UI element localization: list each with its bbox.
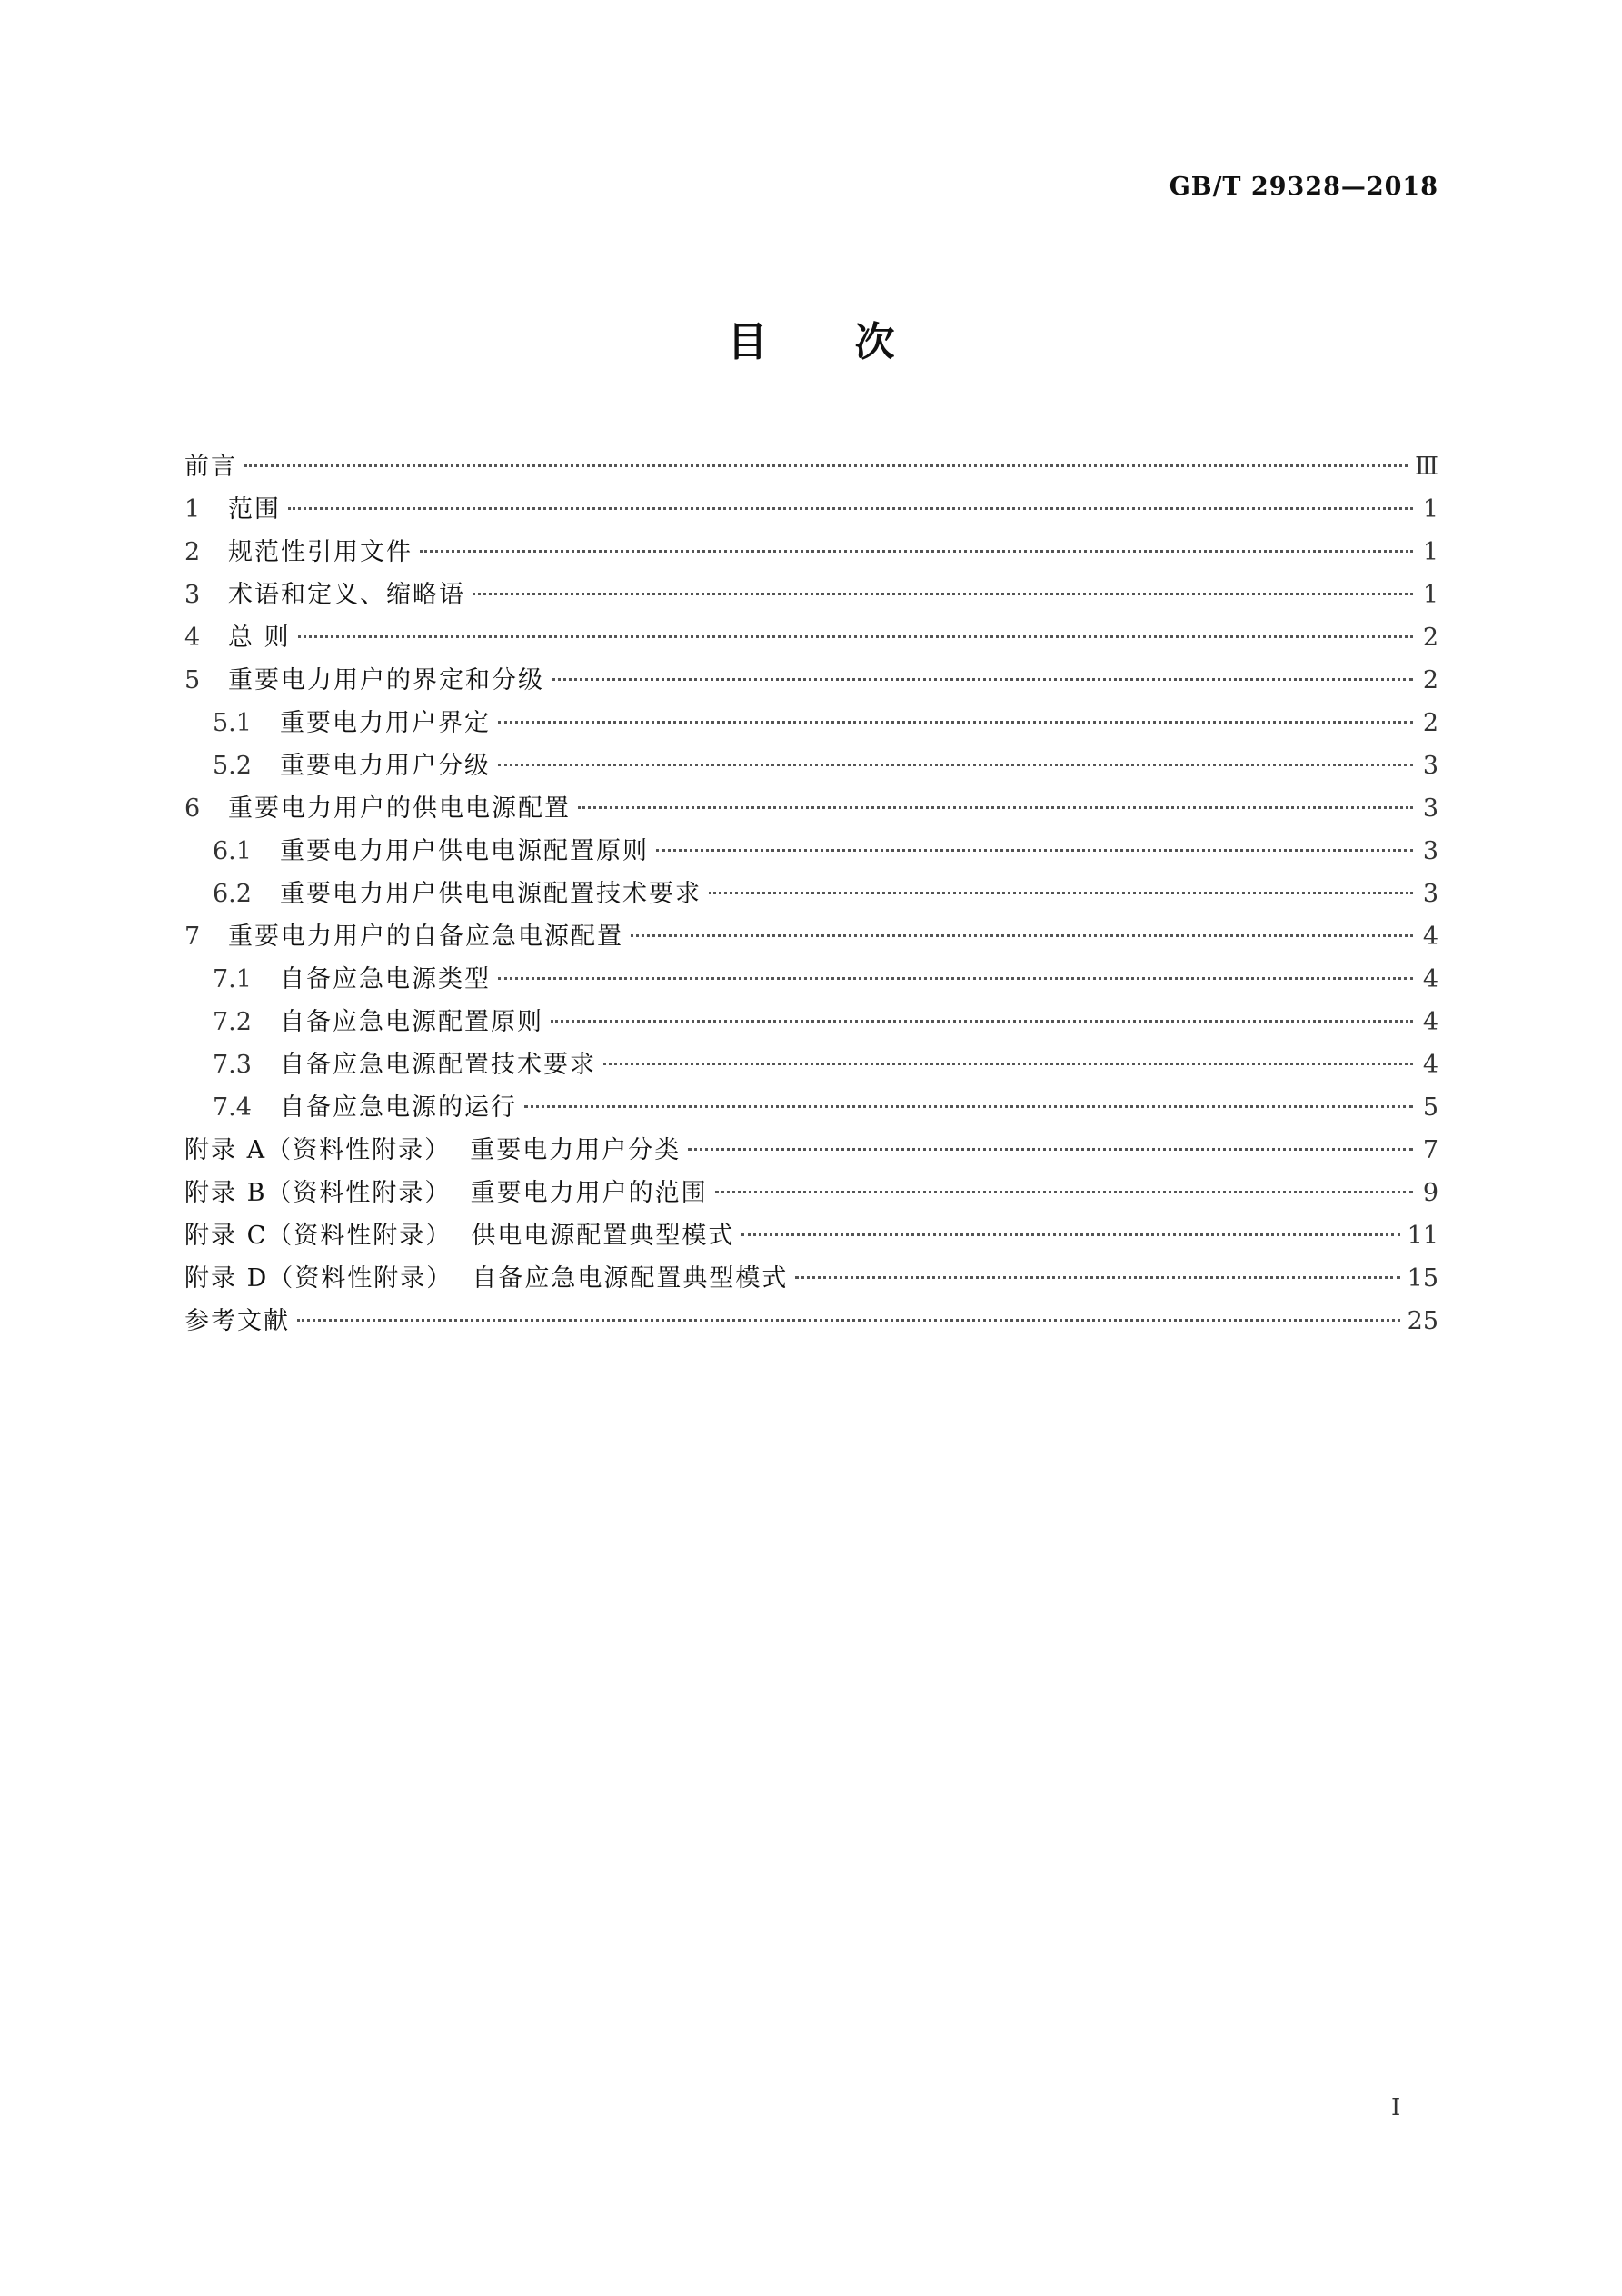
toc-entry-label: 重要电力用户的供电电源配置 bbox=[228, 794, 571, 823]
toc-entry-7-4[interactable] bbox=[184, 1086, 1438, 1129]
toc-entry-number: 5.2 bbox=[213, 752, 252, 780]
toc-entry-number: 4 bbox=[184, 624, 201, 652]
toc-entry-label: 范围 bbox=[228, 495, 281, 524]
toc-entry-page: 4 bbox=[1422, 1008, 1438, 1036]
toc-entry-appendix-b[interactable] bbox=[184, 1172, 1438, 1214]
toc-entry-label: 自备应急电源类型 bbox=[280, 965, 491, 993]
toc-entry-7-2[interactable] bbox=[184, 1001, 1438, 1043]
toc-entry-page: 3 bbox=[1422, 752, 1438, 780]
toc-entry-number: 1 bbox=[184, 495, 201, 524]
toc-entry-references[interactable] bbox=[184, 1300, 1438, 1343]
toc-entry-label: 重要电力用户供电电源配置原则 bbox=[280, 837, 649, 865]
toc-entry-label: 前言 bbox=[184, 453, 237, 481]
toc-entry-appendix-c[interactable] bbox=[184, 1214, 1438, 1257]
toc-leader-dots bbox=[420, 550, 1413, 553]
toc-entry-number: 2 bbox=[184, 538, 201, 566]
toc-entry-number: 3 bbox=[184, 581, 201, 609]
toc-entry-page: 2 bbox=[1422, 709, 1438, 737]
page-title: 目次 bbox=[727, 319, 982, 365]
toc-entry-label: 规范性引用文件 bbox=[228, 538, 413, 566]
toc-entry-number: 7 bbox=[184, 923, 201, 951]
toc-entry-1[interactable] bbox=[184, 488, 1438, 531]
toc-entry-appendix-a[interactable] bbox=[184, 1129, 1438, 1172]
toc-entry-label: 自备应急电源的运行 bbox=[280, 1093, 517, 1122]
toc-entry-6[interactable] bbox=[184, 787, 1438, 830]
toc-entry-number: 7.2 bbox=[213, 1008, 252, 1036]
toc-entry-number: 5.1 bbox=[213, 709, 252, 737]
toc-entry-label: 自备应急电源配置技术要求 bbox=[280, 1051, 596, 1079]
toc-leader-dots bbox=[473, 593, 1413, 595]
toc-entry-page: 4 bbox=[1422, 965, 1438, 993]
toc-entry-5-2[interactable] bbox=[184, 744, 1438, 787]
toc-entry-label: 附录 C（资料性附录） 供电电源配置典型模式 bbox=[184, 1222, 735, 1250]
toc-entry-page: 3 bbox=[1422, 837, 1438, 865]
toc-leader-dots bbox=[297, 1319, 1400, 1322]
toc-entry-7-1[interactable] bbox=[184, 958, 1438, 1001]
toc-entry-appendix-d[interactable] bbox=[184, 1257, 1438, 1300]
toc-entry-page: 1 bbox=[1422, 495, 1438, 524]
toc-leader-dots bbox=[795, 1276, 1399, 1279]
toc-entry-5[interactable] bbox=[184, 659, 1438, 702]
toc-entry-number: 7.1 bbox=[213, 965, 252, 993]
toc-entry-label: 重要电力用户供电电源配置技术要求 bbox=[280, 880, 702, 908]
toc-leader-dots bbox=[298, 635, 1413, 638]
toc-entry-page: 11 bbox=[1407, 1222, 1438, 1250]
toc-entry-number: 6 bbox=[184, 794, 201, 823]
toc-entry-7-3[interactable] bbox=[184, 1043, 1438, 1086]
toc-entry-number: 6.2 bbox=[213, 880, 252, 908]
toc-leader-dots bbox=[552, 678, 1413, 681]
toc-leader-dots bbox=[288, 507, 1413, 510]
toc-entry-page: 2 bbox=[1422, 624, 1438, 652]
toc-entry-page: 3 bbox=[1422, 880, 1438, 908]
toc-entry-label: 重要电力用户分级 bbox=[280, 752, 491, 780]
toc-entry-page: 1 bbox=[1422, 581, 1438, 609]
toc-leader-dots bbox=[524, 1105, 1413, 1108]
toc-entry-number: 5 bbox=[184, 666, 201, 694]
toc-leader-dots bbox=[498, 764, 1413, 766]
toc-entry-page: 7 bbox=[1422, 1136, 1438, 1164]
toc-entry-page: 9 bbox=[1422, 1179, 1438, 1207]
toc-entry-label: 参考文献 bbox=[184, 1307, 290, 1335]
toc-leader-dots bbox=[741, 1233, 1399, 1236]
toc-entry-label: 自备应急电源配置原则 bbox=[280, 1008, 543, 1036]
toc-leader-dots bbox=[498, 721, 1413, 724]
toc-entry-page: 4 bbox=[1422, 923, 1438, 951]
toc-entry-page: 25 bbox=[1407, 1307, 1438, 1335]
toc-entry-page: 2 bbox=[1422, 666, 1438, 694]
toc-leader-dots bbox=[631, 934, 1413, 937]
page-number: I bbox=[1391, 2094, 1401, 2121]
toc-entry-page: 4 bbox=[1422, 1051, 1438, 1079]
toc-entry-label: 附录 B（资料性附录） 重要电力用户的范围 bbox=[184, 1179, 708, 1207]
table-of-contents bbox=[184, 445, 1438, 1343]
toc-entry-page: 15 bbox=[1407, 1264, 1438, 1293]
toc-entry-label: 重要电力用户的界定和分级 bbox=[228, 666, 544, 694]
standard-code: GB/T 29328—2018 bbox=[1169, 173, 1438, 201]
toc-leader-dots bbox=[715, 1191, 1413, 1193]
toc-leader-dots bbox=[688, 1148, 1413, 1151]
toc-entry-label: 术语和定义、缩略语 bbox=[228, 581, 465, 609]
toc-leader-dots bbox=[498, 977, 1413, 980]
toc-entry-3[interactable] bbox=[184, 574, 1438, 616]
toc-entry-number: 7.4 bbox=[213, 1093, 252, 1122]
toc-entry-page: 3 bbox=[1422, 794, 1438, 823]
toc-entry-2[interactable] bbox=[184, 531, 1438, 574]
toc-entry-label: 重要电力用户界定 bbox=[280, 709, 491, 737]
toc-entry-7[interactable] bbox=[184, 915, 1438, 958]
toc-entry-label: 重要电力用户的自备应急电源配置 bbox=[228, 923, 623, 951]
toc-entry-6-1[interactable] bbox=[184, 830, 1438, 873]
toc-entry-label: 附录 A（资料性附录） 重要电力用户分类 bbox=[184, 1136, 682, 1164]
toc-leader-dots bbox=[244, 464, 1408, 467]
toc-entry-5-1[interactable] bbox=[184, 702, 1438, 744]
toc-entry-label: 附录 D（资料性附录） 自备应急电源配置典型模式 bbox=[184, 1264, 789, 1293]
toc-entry-foreword[interactable] bbox=[184, 445, 1438, 488]
toc-entry-number: 7.3 bbox=[213, 1051, 252, 1079]
toc-leader-dots bbox=[603, 1063, 1413, 1065]
toc-entry-page: 5 bbox=[1422, 1093, 1438, 1122]
toc-entry-label: 总 则 bbox=[228, 624, 291, 652]
toc-entry-4[interactable] bbox=[184, 616, 1438, 659]
toc-entry-page: 1 bbox=[1422, 538, 1438, 566]
toc-leader-dots bbox=[578, 806, 1413, 809]
toc-leader-dots bbox=[656, 849, 1413, 852]
toc-entry-page: Ⅲ bbox=[1414, 453, 1438, 481]
toc-entry-6-2[interactable] bbox=[184, 873, 1438, 915]
toc-leader-dots bbox=[709, 892, 1413, 894]
toc-entry-number: 6.1 bbox=[213, 837, 252, 865]
toc-leader-dots bbox=[551, 1020, 1413, 1023]
